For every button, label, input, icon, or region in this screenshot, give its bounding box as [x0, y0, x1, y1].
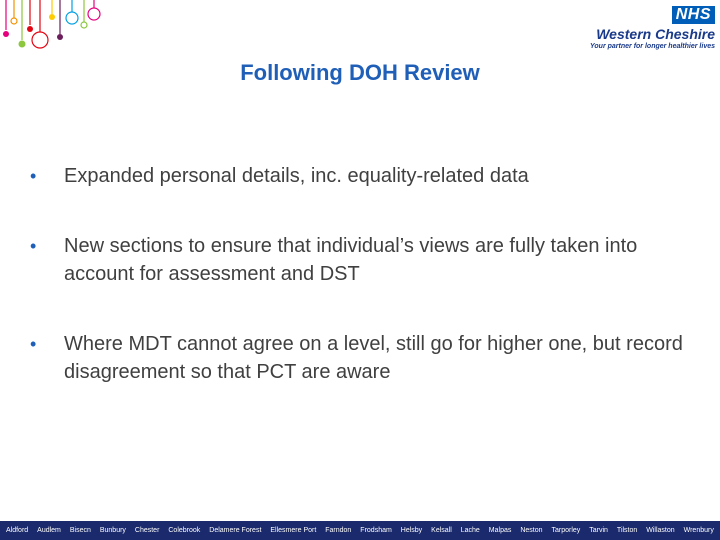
bullet-item [28, 162, 529, 190]
footer-town: Helsby [400, 527, 423, 534]
footer-town: Bisecn [69, 527, 91, 534]
bullet-marker: • [30, 166, 37, 186]
footer-town: Malpas [488, 527, 512, 534]
footer-town: Chester [134, 527, 160, 534]
bullet-marker: • [30, 334, 37, 354]
slide-title [0, 58, 720, 88]
bullet-marker: • [30, 236, 37, 256]
footer-town: Lache [460, 527, 480, 534]
footer-town: Tilston [616, 527, 638, 534]
footer-towns-bar [0, 521, 720, 540]
footer-town: Farndon [325, 527, 352, 534]
organisation-name: Western Cheshire [596, 26, 715, 42]
footer-town: Tarporley [551, 527, 581, 534]
bullet-text: New sections to ensure that individual’s views are fully taken into account for assessment and DST [64, 235, 638, 285]
footer-town: Tarvin [589, 527, 608, 534]
bullet-text: Expanded personal details, inc. equality-related data [64, 165, 529, 187]
footer-town: Ellesmere Port [270, 527, 317, 534]
footer-town: Audlem [37, 527, 61, 534]
bullet-item [28, 232, 688, 288]
slide-title-text: Following DOH Review [240, 60, 480, 85]
footer-town: Kelsall [431, 527, 452, 534]
organisation-tagline: Your partner for longer healthier lives [590, 43, 715, 50]
bullet-text: Where MDT cannot agree on a level, still go for higher one, but record disagreement so that PCT are aware [64, 333, 683, 383]
hanging-baubles-decoration [0, 0, 105, 60]
footer-town: Bunbury [99, 527, 126, 534]
footer-town: Wrenbury [683, 527, 714, 534]
footer-town: Delamere Forest [209, 527, 262, 534]
nhs-badge: NHS [672, 6, 715, 24]
nhs-logo [585, 6, 715, 52]
footer-town: Willaston [646, 527, 675, 534]
footer-town: Frodsham [360, 527, 392, 534]
footer-town: Neston [520, 527, 543, 534]
bullet-item [28, 330, 688, 386]
footer-town: Colebrook [168, 527, 201, 534]
footer-town: Aldford [6, 527, 29, 534]
